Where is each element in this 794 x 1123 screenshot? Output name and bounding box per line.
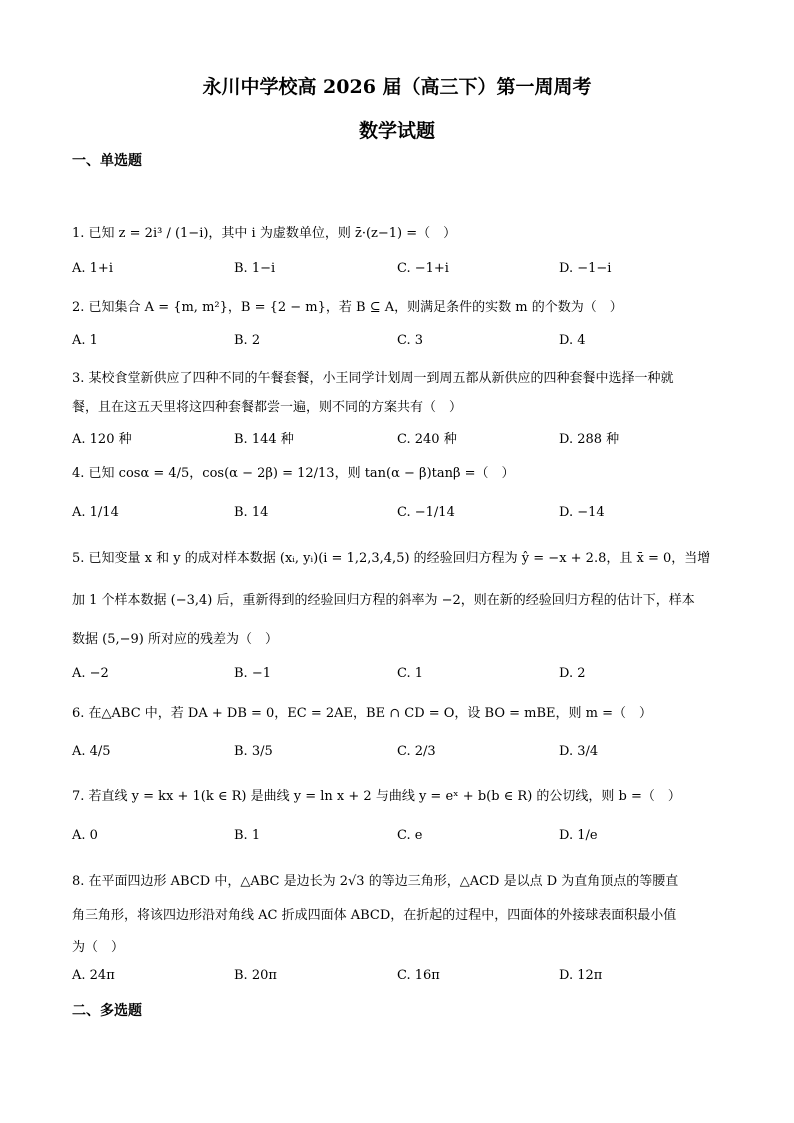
- question-3-option-c: C. 240 种: [397, 432, 457, 447]
- question-1-option-c: C. −1+i: [397, 261, 449, 276]
- question-5-option-d: D. 2: [559, 666, 586, 681]
- question-7-stem: 7. 若直线 y = kx + 1(k ∈ R) 是曲线 y = ln x + 2 与曲线 y = eˣ + b(b ∈ R) 的公切线，则 b =（ ）: [72, 789, 681, 804]
- question-2-stem: 2. 已知集合 A = {m, m²}，B = {2 − m}，若 B ⊆ A，则满足条件的实数 m 的个数为（ ）: [72, 300, 623, 315]
- question-6-option-c: C. 2/3: [397, 744, 436, 759]
- question-6-option-a: A. 4/5: [72, 744, 111, 759]
- question-4-option-a: A. 1/14: [72, 505, 119, 520]
- exam-subtitle: 数学试题: [358, 120, 435, 142]
- question-2-option-a: A. 1: [72, 333, 98, 348]
- exam-title: 永川中学校高 2026 届（高三下）第一周周考: [202, 76, 592, 98]
- section-heading-multiple-choice: 二、多选题: [72, 1003, 142, 1019]
- question-2-option-c: C. 3: [397, 333, 424, 348]
- question-5-option-b: B. −1: [234, 666, 271, 681]
- question-1-option-a: A. 1+i: [72, 261, 113, 276]
- question-3-stem-line-2: 餐，且在这五天里将这四种套餐都尝一遍，则不同的方案共有（ ）: [72, 400, 463, 415]
- question-5-option-a: A. −2: [72, 666, 109, 681]
- question-3-option-d: D. 288 种: [559, 432, 620, 447]
- question-7-option-b: B. 1: [234, 828, 261, 843]
- question-1-stem: [72, 222, 732, 241]
- question-5-option-c: C. 1: [397, 666, 424, 681]
- question-8-stem-line-2: 角三角形，将该四边形沿对角线 AC 折成四面体 ABCD，在折起的过程中，四面体的外接球表面积最小值: [72, 908, 677, 923]
- question-8-stem-line-3: 为（ ）: [72, 940, 125, 955]
- question-8-option-c: C. 16π: [397, 968, 440, 983]
- question-5-stem-line-3: 数据 (5,−9) 所对应的残差为（ ）: [72, 632, 278, 647]
- question-2-option-b: B. 2: [234, 333, 261, 348]
- question-5-stem-line-2: 加 1 个样本数据 (−3,4) 后，重新得到的经验回归方程的斜率为 −2，则在新的经验回归方程的估计下，样本: [72, 593, 695, 608]
- question-6-stem: 6. 在△ABC 中，若 DA + DB = 0，EC = 2AE，BE ∩ CD = O，设 BO = mBE，则 m =（ ）: [72, 706, 653, 721]
- question-7-option-d: D. 1/e: [559, 828, 598, 843]
- question-1-option-b: B. 1−i: [234, 261, 276, 276]
- question-8-option-d: D. 12π: [559, 968, 603, 983]
- question-1-text: 1. 已知 z = 2i³ / (1−i)，其中 i 为虚数单位，则 z̄·(z−1) =（ ）: [72, 226, 457, 241]
- question-4-stem: 4. 已知 cosα = 4/5，cos(α − 2β) = 12/13，则 tan(α − β)tanβ =（ ）: [72, 466, 515, 481]
- question-6-option-b: B. 3/5: [234, 744, 273, 759]
- question-7-option-a: A. 0: [72, 828, 98, 843]
- question-2-option-d: D. 4: [559, 333, 586, 348]
- section-heading-single-choice: 一、单选题: [72, 153, 142, 169]
- question-1-option-d: D. −1−i: [559, 261, 612, 276]
- question-4-option-b: B. 14: [234, 505, 269, 520]
- question-8-option-b: B. 20π: [234, 968, 277, 983]
- question-6-option-d: D. 3/4: [559, 744, 599, 759]
- question-8-option-a: A. 24π: [72, 968, 115, 983]
- question-4-option-c: C. −1/14: [397, 505, 455, 520]
- question-7-option-c: C. e: [397, 828, 423, 843]
- question-3-stem-line-1: 3. 某校食堂新供应了四种不同的午餐套餐，小王同学计划周一到周五都从新供应的四种套餐中选择一种就: [72, 371, 674, 386]
- question-4-option-d: D. −14: [559, 505, 605, 520]
- question-8-stem-line-1: 8. 在平面四边形 ABCD 中，△ABC 是边长为 2√3 的等边三角形，△ACD 是以点 D 为直角顶点的等腰直: [72, 874, 679, 889]
- question-3-option-a: A. 120 种: [72, 432, 132, 447]
- question-3-option-b: B. 144 种: [234, 432, 294, 447]
- question-5-stem-line-1: 5. 已知变量 x 和 y 的成对样本数据 (xᵢ, yᵢ)(i = 1,2,3,4,5) 的经验回归方程为 ŷ = −x + 2.8，且 x̄ = 0，当增: [72, 551, 711, 566]
